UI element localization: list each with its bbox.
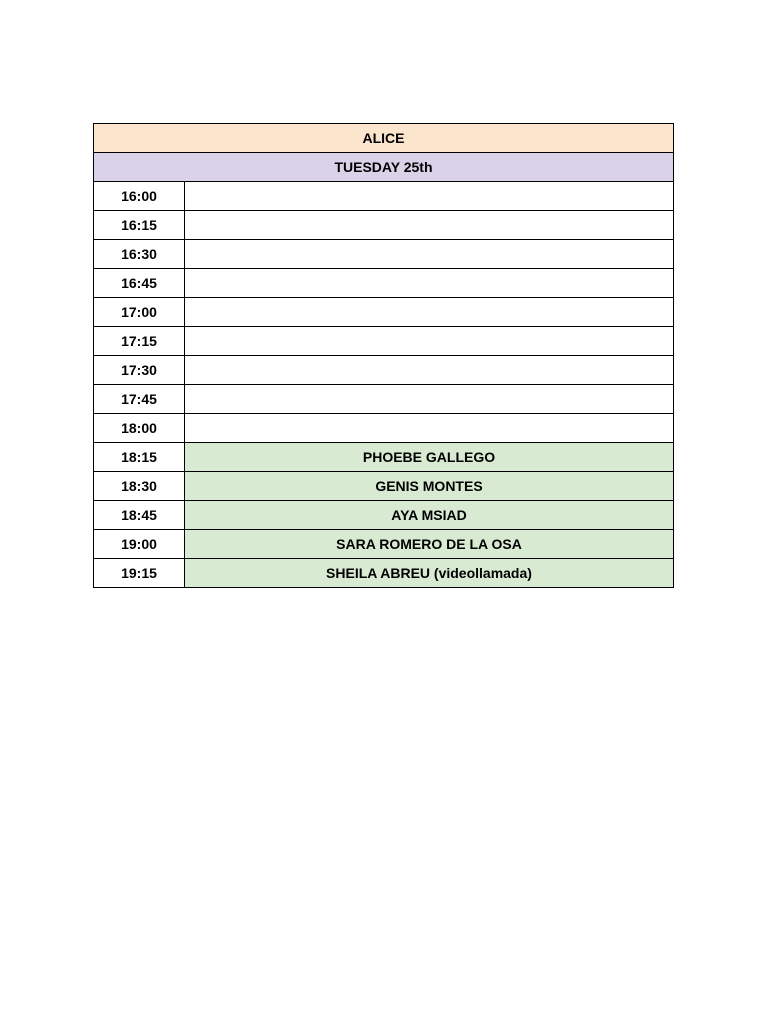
slot-name: SHEILA ABREU (videollamada) (185, 559, 674, 588)
slot-row (94, 530, 674, 559)
slot-time: 16:00 (94, 182, 185, 211)
slot-time: 19:00 (94, 530, 185, 559)
slot-name (185, 327, 674, 356)
title-row (94, 124, 674, 153)
slot-name (185, 211, 674, 240)
slot-time: 16:45 (94, 269, 185, 298)
schedule-table (93, 123, 674, 588)
slot-time: 18:15 (94, 443, 185, 472)
slot-time: 17:00 (94, 298, 185, 327)
slot-name: GENIS MONTES (185, 472, 674, 501)
slot-time: 16:30 (94, 240, 185, 269)
slot-name (185, 269, 674, 298)
slot-name: SARA ROMERO DE LA OSA (185, 530, 674, 559)
slot-name: AYA MSIAD (185, 501, 674, 530)
slot-time: 18:00 (94, 414, 185, 443)
slot-row (94, 501, 674, 530)
slot-name (185, 182, 674, 211)
slot-name: PHOEBE GALLEGO (185, 443, 674, 472)
slot-name (185, 414, 674, 443)
schedule-title: ALICE (94, 124, 674, 153)
day-row (94, 153, 674, 182)
slot-row (94, 327, 674, 356)
slot-name (185, 356, 674, 385)
slot-time: 18:45 (94, 501, 185, 530)
slot-row (94, 472, 674, 501)
schedule-day: TUESDAY 25th (94, 153, 674, 182)
slot-row (94, 298, 674, 327)
slot-time: 17:30 (94, 356, 185, 385)
slot-row (94, 356, 674, 385)
slot-time: 19:15 (94, 559, 185, 588)
slot-time: 16:15 (94, 211, 185, 240)
slot-name (185, 385, 674, 414)
slot-row (94, 385, 674, 414)
slot-row (94, 414, 674, 443)
slot-row (94, 240, 674, 269)
slot-row (94, 182, 674, 211)
slot-time: 17:15 (94, 327, 185, 356)
slot-row (94, 211, 674, 240)
slot-row (94, 559, 674, 588)
slot-time: 18:30 (94, 472, 185, 501)
slot-name (185, 298, 674, 327)
slot-name (185, 240, 674, 269)
slot-row (94, 443, 674, 472)
slot-row (94, 269, 674, 298)
slot-time: 17:45 (94, 385, 185, 414)
